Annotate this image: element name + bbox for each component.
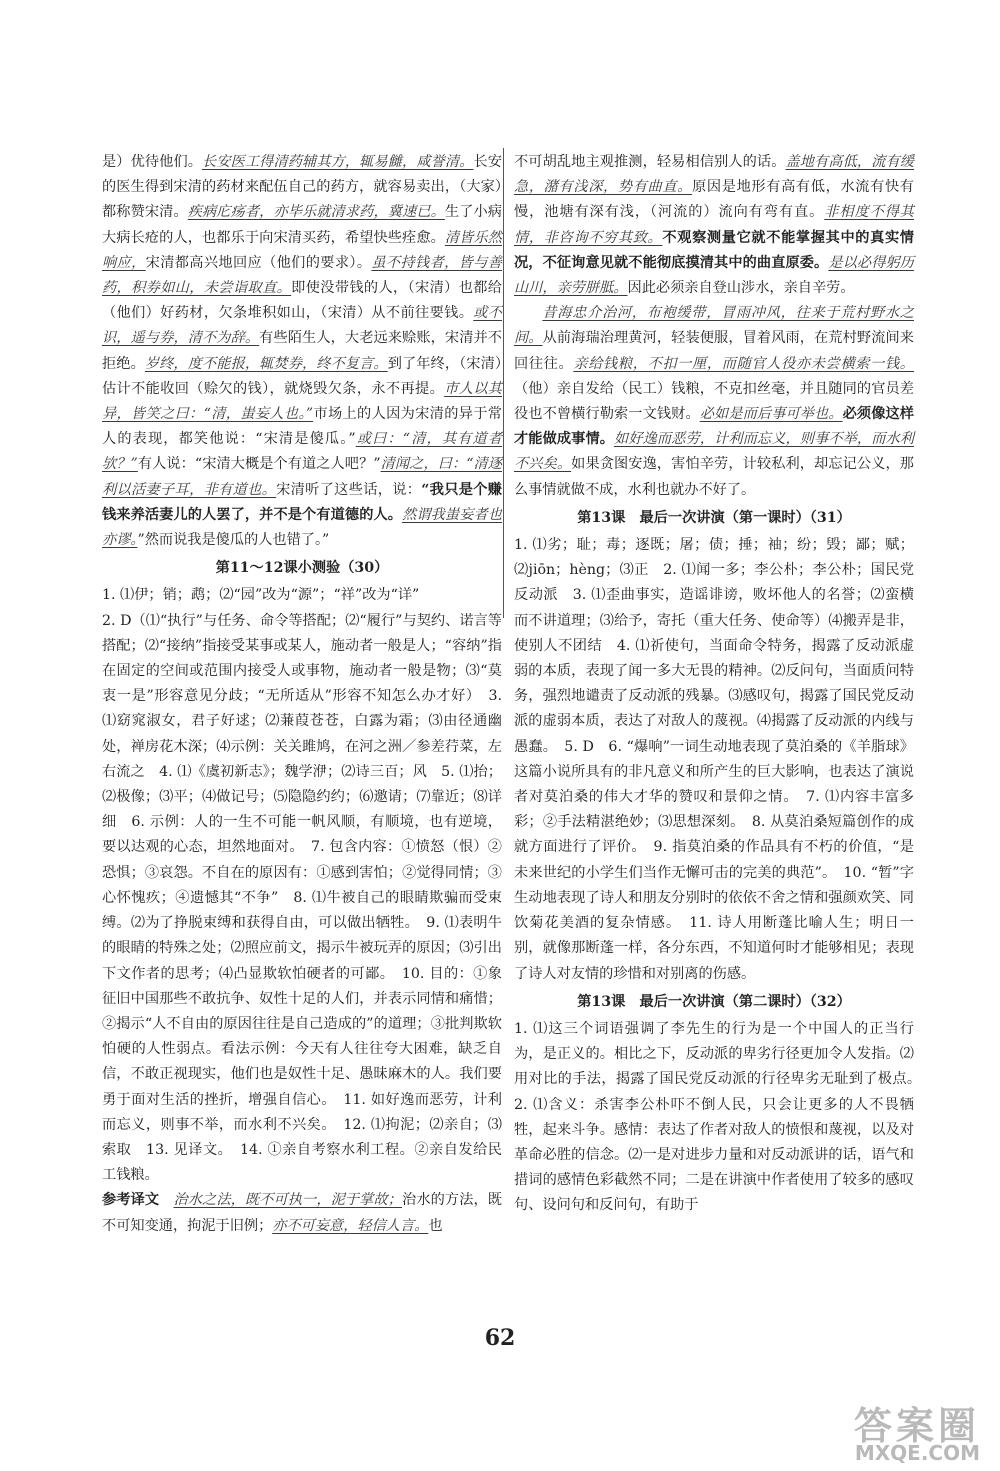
- text-span: 到了年终，（宋清）估计不能收回（赊欠的钱），就烧毁欠条，永不再提。: [102, 355, 502, 397]
- translation-paragraph: [514, 150, 914, 301]
- handwritten-classical-text: 清皆乐然响应，: [102, 229, 502, 271]
- text-span: 因此必须亲自登山涉水，亲自辛劳。: [627, 280, 855, 297]
- handwritten-classical-text: 岁终，度不能报，辄焚券，终不复言。: [144, 355, 388, 372]
- text-span: 市场上的人因为宋清的异于常人的表现，都笑他说：“宋清是傻瓜。”: [102, 406, 502, 448]
- text-span: 治水的方法，既不可知变通，拘泥于旧例；: [102, 1192, 502, 1234]
- section-title: 第13课 最后一次讲演（第一课时）（31）: [577, 509, 851, 526]
- text-span: 宋清都高兴地回应（他们的要求）。: [145, 254, 372, 271]
- text-span: 有人说：“宋清大概是个有道之人吧？”: [137, 456, 381, 473]
- handwritten-classical-text: 非相度不得其情，非咨询不穷其致。: [514, 204, 914, 246]
- text-span: 从前海瑞治理黄河，轻装便服，冒着风雨，在荒村野流间来回往往。: [514, 330, 914, 372]
- page-number: 62: [484, 1325, 516, 1351]
- section-title: 第11～12课小测验（30）: [215, 560, 389, 577]
- handwritten-classical-text: 疾病庀疡者，亦毕乐就清求药，冀速已。: [187, 204, 445, 221]
- left-column: [102, 150, 502, 1239]
- handwritten-classical-text: 市人以其异，皆笑之曰：“清，蚩妄人也。”: [102, 380, 502, 423]
- handwritten-classical-text: 治水之法，既不可执一，泥于掌故；: [173, 1192, 402, 1209]
- handwritten-classical-text: 盖地有高低，流有缓急，潴有浅深，势有曲直。: [514, 154, 914, 196]
- bold-text: 必须像这样才能做成事情。: [514, 406, 914, 448]
- text-span: 不可胡乱地主观推测，轻易相信别人的话。: [514, 154, 786, 170]
- watermark-logo-text: 答案圈: [853, 1404, 980, 1448]
- text-span: （他）亲自发给（民工）钱粮，不克扣丝毫，并且随同的官员差役也不曾横行勒索一文钱财。: [514, 380, 914, 423]
- handwritten-classical-text: 长安医工得清药辅其方，辄易雠，咸誉清。: [202, 154, 474, 170]
- answer-block: 1. ⑴劣；耻；毒；逐既；屠；债；捶；袖；纷；毁；鄙；赋；⑵jiōn；hèng；⑶正 2. ⑴闻一多；李公朴；李公朴；国民党反动派 3. ⑴歪曲事实，造谣诽谤，败坏他人的名誉；⑵蛮横而不讲道理；⑶给予，寄托（重大任务、使命等）⑷搬弄是非，使别人不团结 4. ⑴祈使句，当面命令特务，揭露了反动派虚弱的本质，表现了闻一多大无畏的精神。⑵反问句，当面质问特务，强烈地谴责了反动派的残暴。⑶感叹句，揭露了国民党反动派的虚弱本质，表达了对敌人的蔑视。⑷揭露了反动派的内线与愚蠢。 5. D 6. “爆响”一词生动地表现了莫泊桑的《羊脂球》这篇小说所具有的非凡意义和所产生的巨大影响，也表达了演说者对莫泊桑的伟大才华的赞叹和景仰之情。 7. ⑴内容丰富多彩；②手法精湛绝妙；⑶思想深刻。 8. 从莫泊桑短篇创作的成就方面进行了评价。 9. 指莫泊桑的作品具有不朽的价值，“是未来世纪的小学生们当作无懈可击的完美的典范”。 10. “暂”字生动地表现了诗人和朋友分别时的依依不舍之情和强颜欢笑、同饮菊花美酒的复杂情感。 11. 诗人用断蓬比喻人生；明日一别，就像那断蓬一样，各分东西，不知道何时才能够相见；表现了诗人对友情的珍惜和对别离的伤感。: [514, 537, 914, 982]
- watermark: [770, 1395, 980, 1465]
- text-span: 有些陌生人，大老远来赊账，宋清并不拒绝。: [102, 330, 502, 372]
- text-span: 长安的医生得到宋清的药材来配伍自己的药方，就容易卖出，（大家）都称赞宋清。: [102, 154, 502, 221]
- bold-text: 不观察测量它就不能掌握其中的真实情况，不征询意见就不能彻底摸清其中的曲直原委。: [514, 229, 914, 271]
- handwritten-classical-text: 是以必得躬历山川，亲劳胼胝。: [514, 254, 914, 297]
- text-span: 是）优待他们。: [102, 154, 203, 170]
- handwritten-classical-text: 或不识，遥与券，清不为辞。: [102, 305, 502, 347]
- answer-block: 2. D（⑴“执行”与任务、命令等搭配；⑵“履行”与契约、诺言等搭配；⑵“接纳”指接受某事或某人，施动者一般是人；“容纳”指在固定的空间或范围内接受人或事物，施动者一般是物；⑶“莫衷一是”形容意见分歧；“无所适从”形容不知怎么办才好） 3. ⑴窈窕淑女，君子好逑；⑵蒹葭苍苍，白露为霜；⑶由径通幽处，禅房花木深；⑷示例：关关雎鸠，在河之洲／参差荇菜，左右流之 4. ⑴《虞初新志》；魏学洢；⑵诗三百；风 5. ⑴抬；⑵极像；⑶平；⑷做记号；⑸隐隐约约；⑹邀请；⑺靠近；⑻详细 6. 示例：人的一生不可能一帆风顺，有顺境，也有逆境，要以达观的心态，坦然地面对。 7. 包含内容：①愤怒（恨）②恐惧；③哀怨。不自在的原因有：①感到害怕；②觉得同情；③心怀愧疚；④遗憾其“不争” 8. ⑴牛被自己的眼睛欺骗而受束缚。⑵为了挣脱束缚和获得自由，可以做出牺牲。 9. ⑴表明牛的眼睛的特殊之处；⑵照应前文，揭示牛被玩弄的原因；⑶引出下文作者的思考；⑷凸显欺软怕硬者的可鄙。 10. 目的：①象征旧中国那些不敢抗争、奴性十足的人们，并表示同情和痛惜；②揭示“人不自由的原因往往是自己造成的”的道理；③批判欺软怕硬的人性弱点。看法示例：今天有人往往夸大困难，缺乏自信，不敢正视现实，他们也是奴性十足、愚昧麻木的人。我们要勇于面对生活的挫折，增强自信心。 11. 如好逸而恶劳，计利而忘义，则事不举，而水利不兴矣。 12. ⑴拘泥；⑵亲自；⑶索取 13. 见译文。 14. ①亲自考察水利工程。②亲自发给民工钱粮。: [102, 612, 502, 1184]
- text-span: 也: [428, 1217, 443, 1234]
- text-span: 生了小病大病长疮的人，也都乐于向宋清买药，希望快些痊愈。: [102, 204, 502, 246]
- reference-translation: [102, 1188, 502, 1238]
- watermark-url: MXQE.COM: [854, 1441, 980, 1465]
- handwritten-classical-text: 亦不可妄意，轻信人言。: [272, 1217, 429, 1234]
- text-span: ”然而说我是傻瓜的人也错了。”: [137, 532, 330, 549]
- handwritten-classical-text: 然谓我蚩妄者也亦谬。: [102, 506, 502, 549]
- text-span: 即使没带钱的人，（宋清）也都给（他们）好药材，欠条堆积如山，（宋清）从不前往要钱。: [102, 280, 502, 322]
- handwritten-classical-text: 虽不持钱者，皆与善药，积券如山，未尝诣取直。: [102, 254, 502, 297]
- translation-paragraph: [102, 150, 502, 553]
- handwritten-classical-text: 昔海忠介治河，布袍缓带，冒雨冲风，往来于荒村野水之间。: [514, 305, 914, 347]
- bold-text: “我只是个赚钱来养活妻儿的人罢了，并不是个有道德的人。: [102, 481, 502, 523]
- text-span: 如果贪图安逸，害怕辛劳，计较私利，却忘记公义，那么事情就做不成，水利也就办不好了。: [514, 456, 914, 498]
- answer-block: 1. ⑴这三个词语强调了李先生的行为是一个中国人的正当行为，是正义的。相比之下，反动派的卑劣行径更加令人发指。⑵用对比的手法，揭露了国民党反动派的行径卑劣无耻到了极点。 2. ⑴含义：杀害李公朴吓不倒人民，只会让更多的人不畏牺牲，起来斗争。感情：表达了作者对敌人的愤恨和蔑视，以及对革命必胜的信念。⑵一是对进步力量和对反动派讲的话，语气和措词的感情色彩截然不同；二是在讲演中作者使用了较多的感叹句、设问句和反问句，有助于: [514, 1020, 929, 1214]
- column-divider: [503, 148, 504, 618]
- answer-line: 1. ⑴伊；销；鹉；⑵“园”改为“源”；“祥”改为“详”: [102, 587, 420, 604]
- handwritten-classical-text: 必如是而后事可举也。: [699, 406, 843, 423]
- handwritten-classical-text: 或曰：“清，其有道者欤？”: [102, 431, 502, 473]
- handwritten-classical-text: 亲给钱粮，不扣一厘，而随官人役亦未尝横索一钱。: [573, 355, 914, 372]
- section-title: 第13课 最后一次讲演（第二课时）（32）: [577, 993, 851, 1010]
- reference-label: 参考译文: [102, 1192, 160, 1209]
- translation-paragraph: [514, 301, 914, 503]
- handwritten-classical-text: 如好逸而恶劳，计利而忘义，则事不举，而水利不兴矣。: [514, 431, 914, 473]
- text-span: 原因是地形有高有低，水流有快有慢，池塘有深有浅，（河流的）流向有弯有直。: [514, 179, 914, 221]
- text-span: 宋清听了这些话，说：: [276, 481, 422, 498]
- handwritten-classical-text: 清闻之，曰：“清逐利以活妻子耳，非有道也。: [102, 456, 502, 498]
- right-column: [514, 150, 929, 1219]
